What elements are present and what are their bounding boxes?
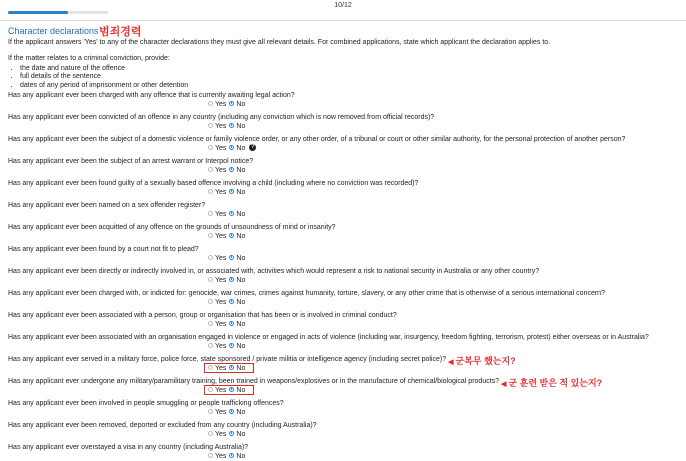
radio-unselected-icon[interactable] bbox=[208, 409, 213, 414]
radio-label: Yes bbox=[215, 166, 227, 174]
question-item bbox=[8, 421, 678, 439]
radio-yes[interactable] bbox=[208, 320, 226, 329]
radio-label: No bbox=[236, 408, 246, 416]
radio-unselected-icon[interactable] bbox=[208, 167, 213, 172]
answer-options bbox=[8, 122, 678, 131]
radio-yes[interactable] bbox=[208, 166, 226, 175]
radio-selected-icon[interactable] bbox=[229, 123, 234, 128]
question-item bbox=[8, 179, 678, 197]
section-title-annotation: 범죄경력 bbox=[99, 26, 142, 38]
radio-yes[interactable] bbox=[208, 144, 226, 153]
radio-label: Yes bbox=[215, 276, 227, 284]
section-intro: If the applicant answers 'Yes' to any of the character declarations they must give all relevant details. For combined applications, state which applicant the declaration applies to. bbox=[8, 39, 551, 46]
question-text: Has any applicant ever been convicted of an offence in any country (including any conviction which is now removed from official records)? bbox=[8, 113, 435, 121]
question-text: Has any applicant ever been named on a sex offender register? bbox=[8, 201, 206, 209]
question-item bbox=[8, 333, 678, 351]
radio-yes[interactable] bbox=[208, 254, 226, 263]
radio-unselected-icon[interactable] bbox=[208, 189, 213, 194]
radio-unselected-icon[interactable] bbox=[208, 101, 213, 106]
radio-label: Yes bbox=[215, 320, 227, 328]
radio-no[interactable] bbox=[229, 254, 245, 263]
question-item bbox=[8, 443, 678, 461]
question-item bbox=[8, 201, 678, 219]
radio-label: No bbox=[236, 364, 246, 372]
radio-unselected-icon[interactable] bbox=[208, 321, 213, 326]
radio-yes[interactable] bbox=[208, 342, 226, 351]
top-bar bbox=[0, 0, 686, 21]
annotation-text: 군 훈련 받은 적 있는지? bbox=[508, 377, 603, 388]
radio-no[interactable] bbox=[229, 430, 245, 439]
answer-options bbox=[8, 144, 678, 153]
radio-label: Yes bbox=[215, 100, 227, 108]
radio-unselected-icon[interactable] bbox=[208, 453, 213, 458]
radio-label: Yes bbox=[215, 408, 227, 416]
radio-no[interactable] bbox=[229, 320, 245, 329]
radio-label: Yes bbox=[215, 364, 227, 372]
radio-selected-icon[interactable] bbox=[229, 211, 234, 216]
arrow-left-icon: ◀ bbox=[448, 358, 454, 366]
radio-yes[interactable] bbox=[208, 298, 226, 307]
radio-unselected-icon[interactable] bbox=[208, 255, 213, 260]
answer-options bbox=[8, 386, 678, 395]
radio-label: Yes bbox=[215, 298, 227, 306]
radio-yes[interactable] bbox=[208, 100, 226, 109]
radio-label: No bbox=[236, 430, 246, 438]
radio-selected-icon[interactable] bbox=[229, 453, 234, 458]
radio-unselected-icon[interactable] bbox=[208, 145, 213, 150]
answer-options bbox=[8, 100, 678, 109]
radio-label: No bbox=[236, 166, 246, 174]
radio-label: No bbox=[236, 276, 246, 284]
conviction-details-list bbox=[8, 65, 678, 90]
list-item: • dates of any period of imprisonment or other detention bbox=[20, 82, 678, 90]
radio-no[interactable] bbox=[229, 408, 245, 417]
radio-selected-icon[interactable] bbox=[229, 343, 234, 348]
answer-options bbox=[8, 210, 678, 219]
question-item bbox=[8, 289, 678, 307]
radio-selected-icon[interactable] bbox=[229, 409, 234, 414]
radio-unselected-icon[interactable] bbox=[208, 233, 213, 238]
question-item bbox=[8, 157, 678, 175]
radio-label: No bbox=[236, 232, 246, 240]
question-text: Has any applicant ever been directly or indirectly involved in, or associated with, activities which would represent a risk to national security in Australia or any other country? bbox=[8, 267, 540, 275]
radio-yes[interactable] bbox=[208, 188, 226, 197]
radio-selected-icon[interactable] bbox=[229, 277, 234, 282]
question-text: Has any applicant ever been the subject of an arrest warrant or Interpol notice? bbox=[8, 157, 254, 165]
conviction-intro: If the matter relates to a criminal conviction, provide: bbox=[8, 55, 170, 62]
question-text: Has any applicant ever been found by a court not fit to plead? bbox=[8, 245, 199, 253]
radio-unselected-icon[interactable] bbox=[208, 211, 213, 216]
section-title: Character declarations bbox=[8, 26, 99, 36]
question-item bbox=[8, 135, 678, 153]
radio-label: Yes bbox=[215, 144, 227, 152]
character-declarations-section bbox=[8, 21, 678, 461]
progress-bar bbox=[8, 11, 108, 14]
radio-label: No bbox=[236, 188, 246, 196]
radio-unselected-icon[interactable] bbox=[208, 343, 213, 348]
answer-options bbox=[8, 342, 678, 351]
question-text: Has any applicant ever been acquitted of any offence on the grounds of unsoundness of mind or insanity? bbox=[8, 223, 336, 231]
radio-no[interactable] bbox=[229, 144, 245, 153]
radio-no[interactable] bbox=[229, 210, 245, 219]
radio-no[interactable] bbox=[229, 100, 245, 109]
radio-selected-icon[interactable] bbox=[229, 145, 234, 150]
radio-no[interactable] bbox=[229, 232, 245, 241]
answer-options bbox=[8, 232, 678, 241]
answer-options bbox=[8, 276, 678, 285]
radio-yes[interactable] bbox=[208, 232, 226, 241]
radio-selected-icon[interactable] bbox=[229, 233, 234, 238]
radio-unselected-icon[interactable] bbox=[208, 431, 213, 436]
radio-label: No bbox=[236, 342, 246, 350]
question-text: Has any applicant ever been the subject of a domestic violence or family violence order, or any other order, of a tribunal or court or other similar authority, for the personal protection of another person? bbox=[8, 135, 626, 143]
question-text: Has any applicant ever been associated with a person, group or organisation that has been or is involved in criminal conduct? bbox=[8, 311, 397, 319]
question-text: Has any applicant ever undergone any military/paramilitary training, been trained in weapons/explosives or in the manufacture of chemical/biological products? bbox=[8, 377, 500, 385]
answer-options bbox=[8, 408, 678, 417]
radio-selected-icon[interactable] bbox=[229, 189, 234, 194]
radio-no[interactable] bbox=[229, 298, 245, 307]
question-item bbox=[8, 245, 678, 263]
radio-selected-icon[interactable] bbox=[229, 431, 234, 436]
answer-highlight-box bbox=[204, 385, 254, 395]
answer-options bbox=[8, 254, 678, 263]
radio-label: Yes bbox=[215, 254, 227, 262]
page-counter: 10/12 bbox=[334, 2, 352, 9]
question-text: Has any applicant ever been associated with an organisation engaged in violence or engaged in acts of violence (including war, insurgency, freedom fighting, terrorism, protest) either overseas or in Australia? bbox=[8, 333, 649, 341]
answer-options bbox=[8, 298, 678, 307]
help-icon[interactable]: ? bbox=[251, 143, 255, 150]
radio-label: No bbox=[236, 386, 246, 394]
answer-options bbox=[8, 430, 678, 439]
question-item bbox=[8, 267, 678, 285]
radio-selected-icon[interactable] bbox=[229, 299, 234, 304]
radio-label: No bbox=[236, 122, 246, 130]
radio-yes[interactable] bbox=[208, 276, 226, 285]
question-item bbox=[8, 355, 678, 373]
radio-no[interactable] bbox=[229, 342, 245, 351]
radio-yes[interactable] bbox=[208, 122, 226, 131]
list-item: • the date and nature of the offence bbox=[20, 65, 678, 73]
annotation-text: 군복무 했는지? bbox=[455, 355, 516, 366]
radio-label: No bbox=[236, 144, 246, 152]
question-item bbox=[8, 399, 678, 417]
radio-label: No bbox=[236, 100, 246, 108]
radio-no[interactable] bbox=[229, 166, 245, 175]
radio-no[interactable] bbox=[229, 276, 245, 285]
radio-selected-icon[interactable] bbox=[229, 321, 234, 326]
radio-no[interactable] bbox=[229, 188, 245, 197]
radio-yes[interactable] bbox=[208, 430, 226, 439]
question-text: Has any applicant ever been found guilty of a sexually based offence involving a child (including where no conviction was recorded)? bbox=[8, 179, 419, 187]
radio-label: Yes bbox=[215, 122, 227, 130]
answer-options bbox=[8, 166, 678, 175]
question-item bbox=[8, 113, 678, 131]
question-item bbox=[8, 311, 678, 329]
question-text: Has any applicant ever been charged with any offence that is currently awaiting legal action? bbox=[8, 91, 295, 99]
answer-options bbox=[8, 320, 678, 329]
radio-selected-icon[interactable] bbox=[229, 101, 234, 106]
radio-yes[interactable] bbox=[208, 210, 226, 219]
radio-unselected-icon[interactable] bbox=[208, 277, 213, 282]
radio-selected-icon[interactable] bbox=[229, 167, 234, 172]
radio-label: Yes bbox=[215, 188, 227, 196]
answer-highlight-box bbox=[204, 363, 254, 373]
radio-label: No bbox=[236, 254, 246, 262]
question-item bbox=[8, 377, 678, 395]
question-text: Has any applicant ever served in a military force, police force, state sponsored / private militia or intelligence agency (including secret police)? bbox=[8, 355, 447, 363]
radio-label: No bbox=[236, 298, 246, 306]
answer-options bbox=[8, 188, 678, 197]
radio-yes[interactable] bbox=[208, 408, 226, 417]
radio-label: Yes bbox=[215, 386, 227, 394]
question-text: Has any applicant ever been removed, deported or excluded from any country (including Australia)? bbox=[8, 421, 317, 429]
radio-label: No bbox=[236, 210, 246, 218]
arrow-left-icon: ◀ bbox=[501, 380, 507, 388]
answer-options bbox=[8, 364, 678, 373]
radio-label: Yes bbox=[215, 452, 227, 460]
radio-unselected-icon[interactable] bbox=[208, 123, 213, 128]
question-list bbox=[8, 91, 678, 461]
radio-label: No bbox=[236, 452, 246, 460]
radio-no[interactable] bbox=[229, 122, 245, 131]
radio-unselected-icon[interactable] bbox=[208, 299, 213, 304]
question-item bbox=[8, 91, 678, 109]
radio-label: No bbox=[236, 320, 246, 328]
radio-label: Yes bbox=[215, 342, 227, 350]
question-item bbox=[8, 223, 678, 241]
question-text: Has any applicant ever been charged with, or indicted for: genocide, war crimes, crimes against humanity, torture, slavery, or any other crime that is otherwise of a serious international concern? bbox=[8, 289, 605, 297]
list-item: • full details of the sentence bbox=[20, 73, 678, 81]
progress-fill bbox=[8, 11, 68, 14]
question-text: Has any applicant ever overstayed a visa in any country (including Australia)? bbox=[8, 443, 249, 451]
radio-label: Yes bbox=[215, 430, 227, 438]
question-text: Has any applicant ever been involved in people smuggling or people trafficking offences? bbox=[8, 399, 284, 407]
radio-label: Yes bbox=[215, 232, 227, 240]
radio-label: Yes bbox=[215, 210, 227, 218]
radio-selected-icon[interactable] bbox=[229, 255, 234, 260]
